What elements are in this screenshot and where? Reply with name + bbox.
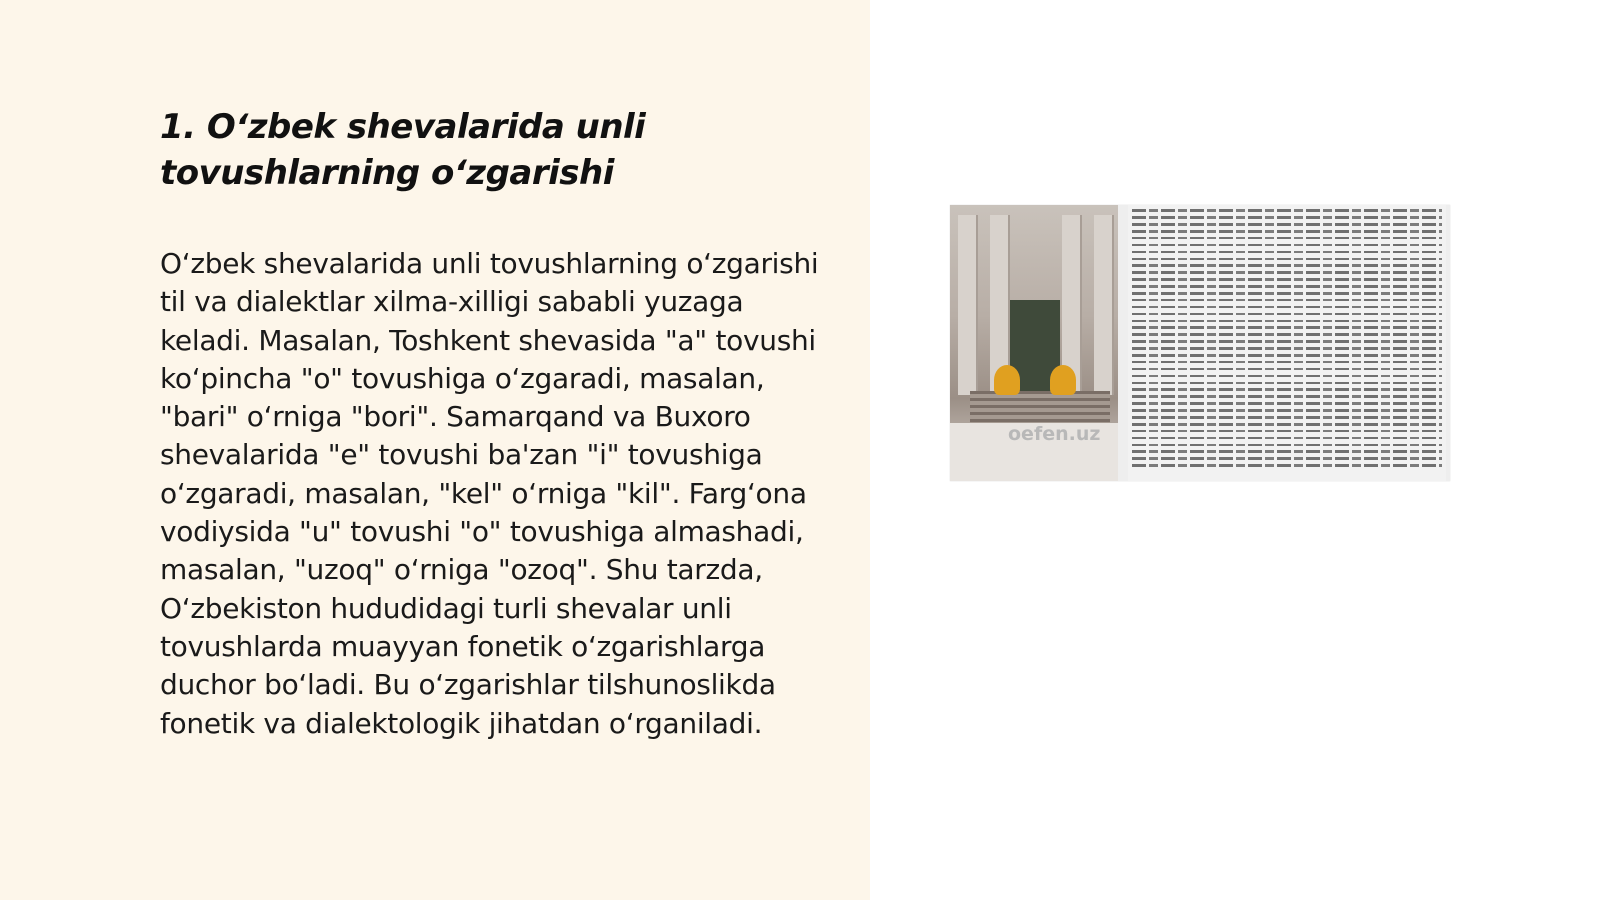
scan-line [1132, 251, 1442, 254]
building-stairs [970, 391, 1110, 423]
scan-line [1132, 375, 1442, 378]
scan-line [1132, 209, 1442, 212]
scan-line [1132, 354, 1442, 357]
scan-line [1132, 361, 1442, 364]
scan-line [1132, 264, 1442, 267]
scan-line [1132, 278, 1442, 281]
slide-body-text: O‘zbek shevalarida unli tovushlarning o‘zgarishi til va dialektlar xilma-xilligi sababli yuzaga keladi. Masalan, Toshkent shevasida "a" tovushi ko‘pincha "o" tovushiga o‘zgaradi, masalan, "bari" o‘rniga "bori". Samarqand va Buxoro shevalarida "e" tovushi ba'zan "i" tovushiga o‘zgaradi, masalan, "kel" o‘rniga "kil". Farg‘ona vodiysida "u" tovushi "o" tovushiga almashadi, masalan, "uzoq" o‘rniga "ozoq". Shu tarzda, O‘zbekiston hududidagi turli shevalar unli tovushlarda muayyan fonetik o‘zgarishlarga duchor bo‘ladi. Bu o‘zgarishlar tilshunoslikda fonetik va dialektologik jihatdan o‘rganiladi. [160, 247, 819, 740]
building-column [1094, 215, 1114, 395]
scan-line [1132, 430, 1442, 433]
scan-line [1132, 244, 1442, 247]
scan-line [1132, 437, 1442, 440]
scan-line [1132, 382, 1442, 385]
scanned-text-block [1128, 205, 1446, 481]
scan-line [1132, 450, 1442, 453]
scan-line [1132, 388, 1442, 391]
scan-line [1132, 230, 1442, 233]
scan-line [1132, 237, 1442, 240]
building-photo [950, 205, 1118, 481]
scan-line [1132, 333, 1442, 336]
illustration-image [950, 205, 1450, 481]
scan-line [1132, 292, 1442, 295]
building-column [958, 215, 978, 395]
scan-line [1132, 216, 1442, 219]
scan-line [1132, 340, 1442, 343]
scan-line [1132, 423, 1442, 426]
scan-line [1132, 306, 1442, 309]
scan-line [1132, 464, 1442, 467]
scan-line [1132, 409, 1442, 412]
scan-line [1132, 299, 1442, 302]
scan-line [1132, 223, 1442, 226]
scan-line [1132, 395, 1442, 398]
scan-line [1132, 368, 1442, 371]
scan-line [1132, 313, 1442, 316]
scan-line [1132, 457, 1442, 460]
scan-line [1132, 320, 1442, 323]
scan-line [1132, 402, 1442, 405]
watermark-text: oefen.uz [1008, 423, 1101, 445]
scan-line [1132, 416, 1442, 419]
slide-title: 1. O‘zbek shevalarida unli tovushlarning o‘zgarishi [160, 107, 646, 193]
scan-line [1132, 271, 1442, 274]
scan-line [1132, 326, 1442, 329]
scan-line [1132, 258, 1442, 261]
scan-line [1132, 285, 1442, 288]
flower-pot [1050, 365, 1076, 395]
flower-pot [994, 365, 1020, 395]
scan-line [1132, 444, 1442, 447]
scan-line [1132, 347, 1442, 350]
